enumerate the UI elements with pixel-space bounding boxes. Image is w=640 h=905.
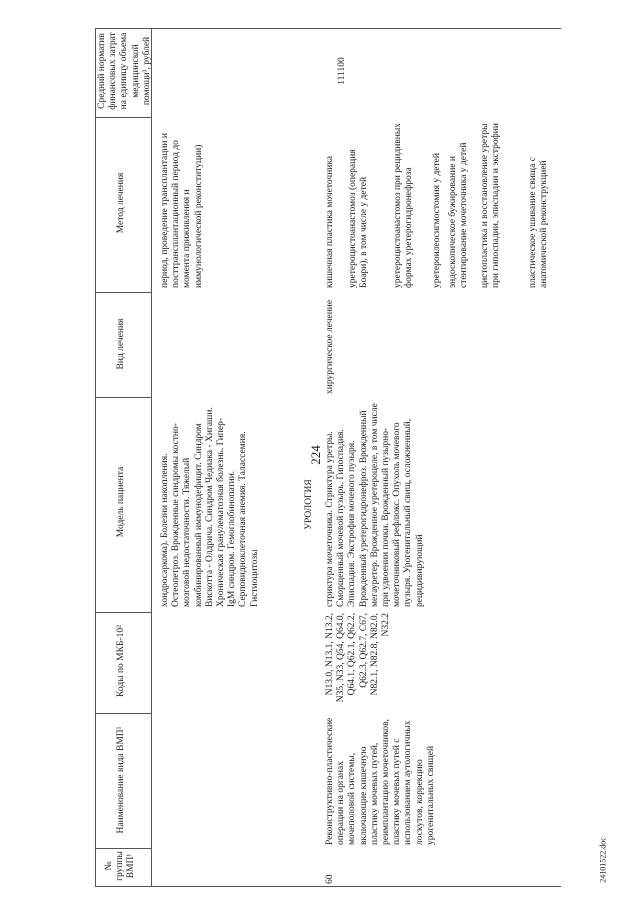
cont-method: период, проведение трансплантации и посттрансплантационный период до момента приживления и иммунологической реконституции) <box>160 133 204 288</box>
header-method: Метод лечения <box>116 172 126 234</box>
row-method-2: уретероцистоанастомоз (операция Боари), в том числе у детей <box>348 149 370 288</box>
header-group: № группы ВМП¹ <box>104 851 137 881</box>
row-treatment: хирургическое лечение <box>325 299 335 394</box>
row-model: стриктура мочеточника. Стриктура уретры. Сморщенный мочевой пузырь. Гипоспадия. Эписпадия. Экстрофия мочевого пузыря. Врожденный уретерогидронефроз. Врожденный мегауретер. Врожденное уретероцеле, в том числе при удвоении почки. Врожденный пузырно-мочеточниковый рефлюкс. Опухоль мочевого пузыря. Урогенитальный свищ, осложненный, рецидивирующий <box>325 403 425 607</box>
header-model: Модель пациента <box>116 466 126 538</box>
header-treatment: Вид лечения <box>116 318 126 370</box>
row-codes: N13.0, N13.1, N13.2, N35, N33, Q54, Q64.0, Q64.1, Q62.1, Q62.2, Q62.3, Q62.7, C67, N82.1, N82.8, N82.0, N32.2 <box>325 613 392 703</box>
row-method-1: кишечная пластика мочеточника <box>325 155 335 288</box>
row-method-5: эндоскопическое бужирование и стентирование мочеточника у детей <box>448 142 470 288</box>
footer-filename: 24101522.doc <box>598 837 608 883</box>
row-method-4: уретероилеосигмостомия у детей <box>432 153 442 288</box>
cont-model: хондросаркома). Болезни накопления. Остеопетроз. Врожденные синдромы костно-мозговой недостаточности. Тяжелый комбинированный иммунодефицит. Синдром Вискотта - Олдрича. Синдром Чедиака - Хигаши. Хроническая гранулематозная болезнь. Гипер-IgM синдром. Гемоглобинопатии. Серповидноклеточная анемия. Талассемия. Гистиоцитозы <box>160 407 260 607</box>
section-title: УРОЛОГИЯ <box>304 479 314 530</box>
header-cost: Средний норматив финансовых затрат на единицу объема медицинской помощи³, рублей <box>97 32 152 110</box>
row-name: Реконструктивно-пластические операции на органах мочеполовой системы, включающие кишечную пластику мочевых путей, реимплантацию мочеточников, пластику мочевых путей с использованием аутологичных лоскутов, коррекцию урогенитальных свищей <box>325 717 436 845</box>
row-cost: 111100 <box>337 57 347 85</box>
row-group: 60 <box>325 874 335 884</box>
row-method-3: уретероцистоанастомоз при рецидивных формах уретерогидронефроза <box>393 122 415 288</box>
row-method-7: пластическое ушивание свища с анатомической реконструкцией <box>528 157 550 288</box>
page-number: 224 <box>308 445 323 465</box>
header-name: Наименование вида ВМП¹ <box>116 726 126 834</box>
header-codes: Коды по МКБ-10² <box>116 625 126 697</box>
row-method-6: цистопластика и восстановление уретры при гипоспадии, эписпадии и экстрофии <box>480 123 502 288</box>
